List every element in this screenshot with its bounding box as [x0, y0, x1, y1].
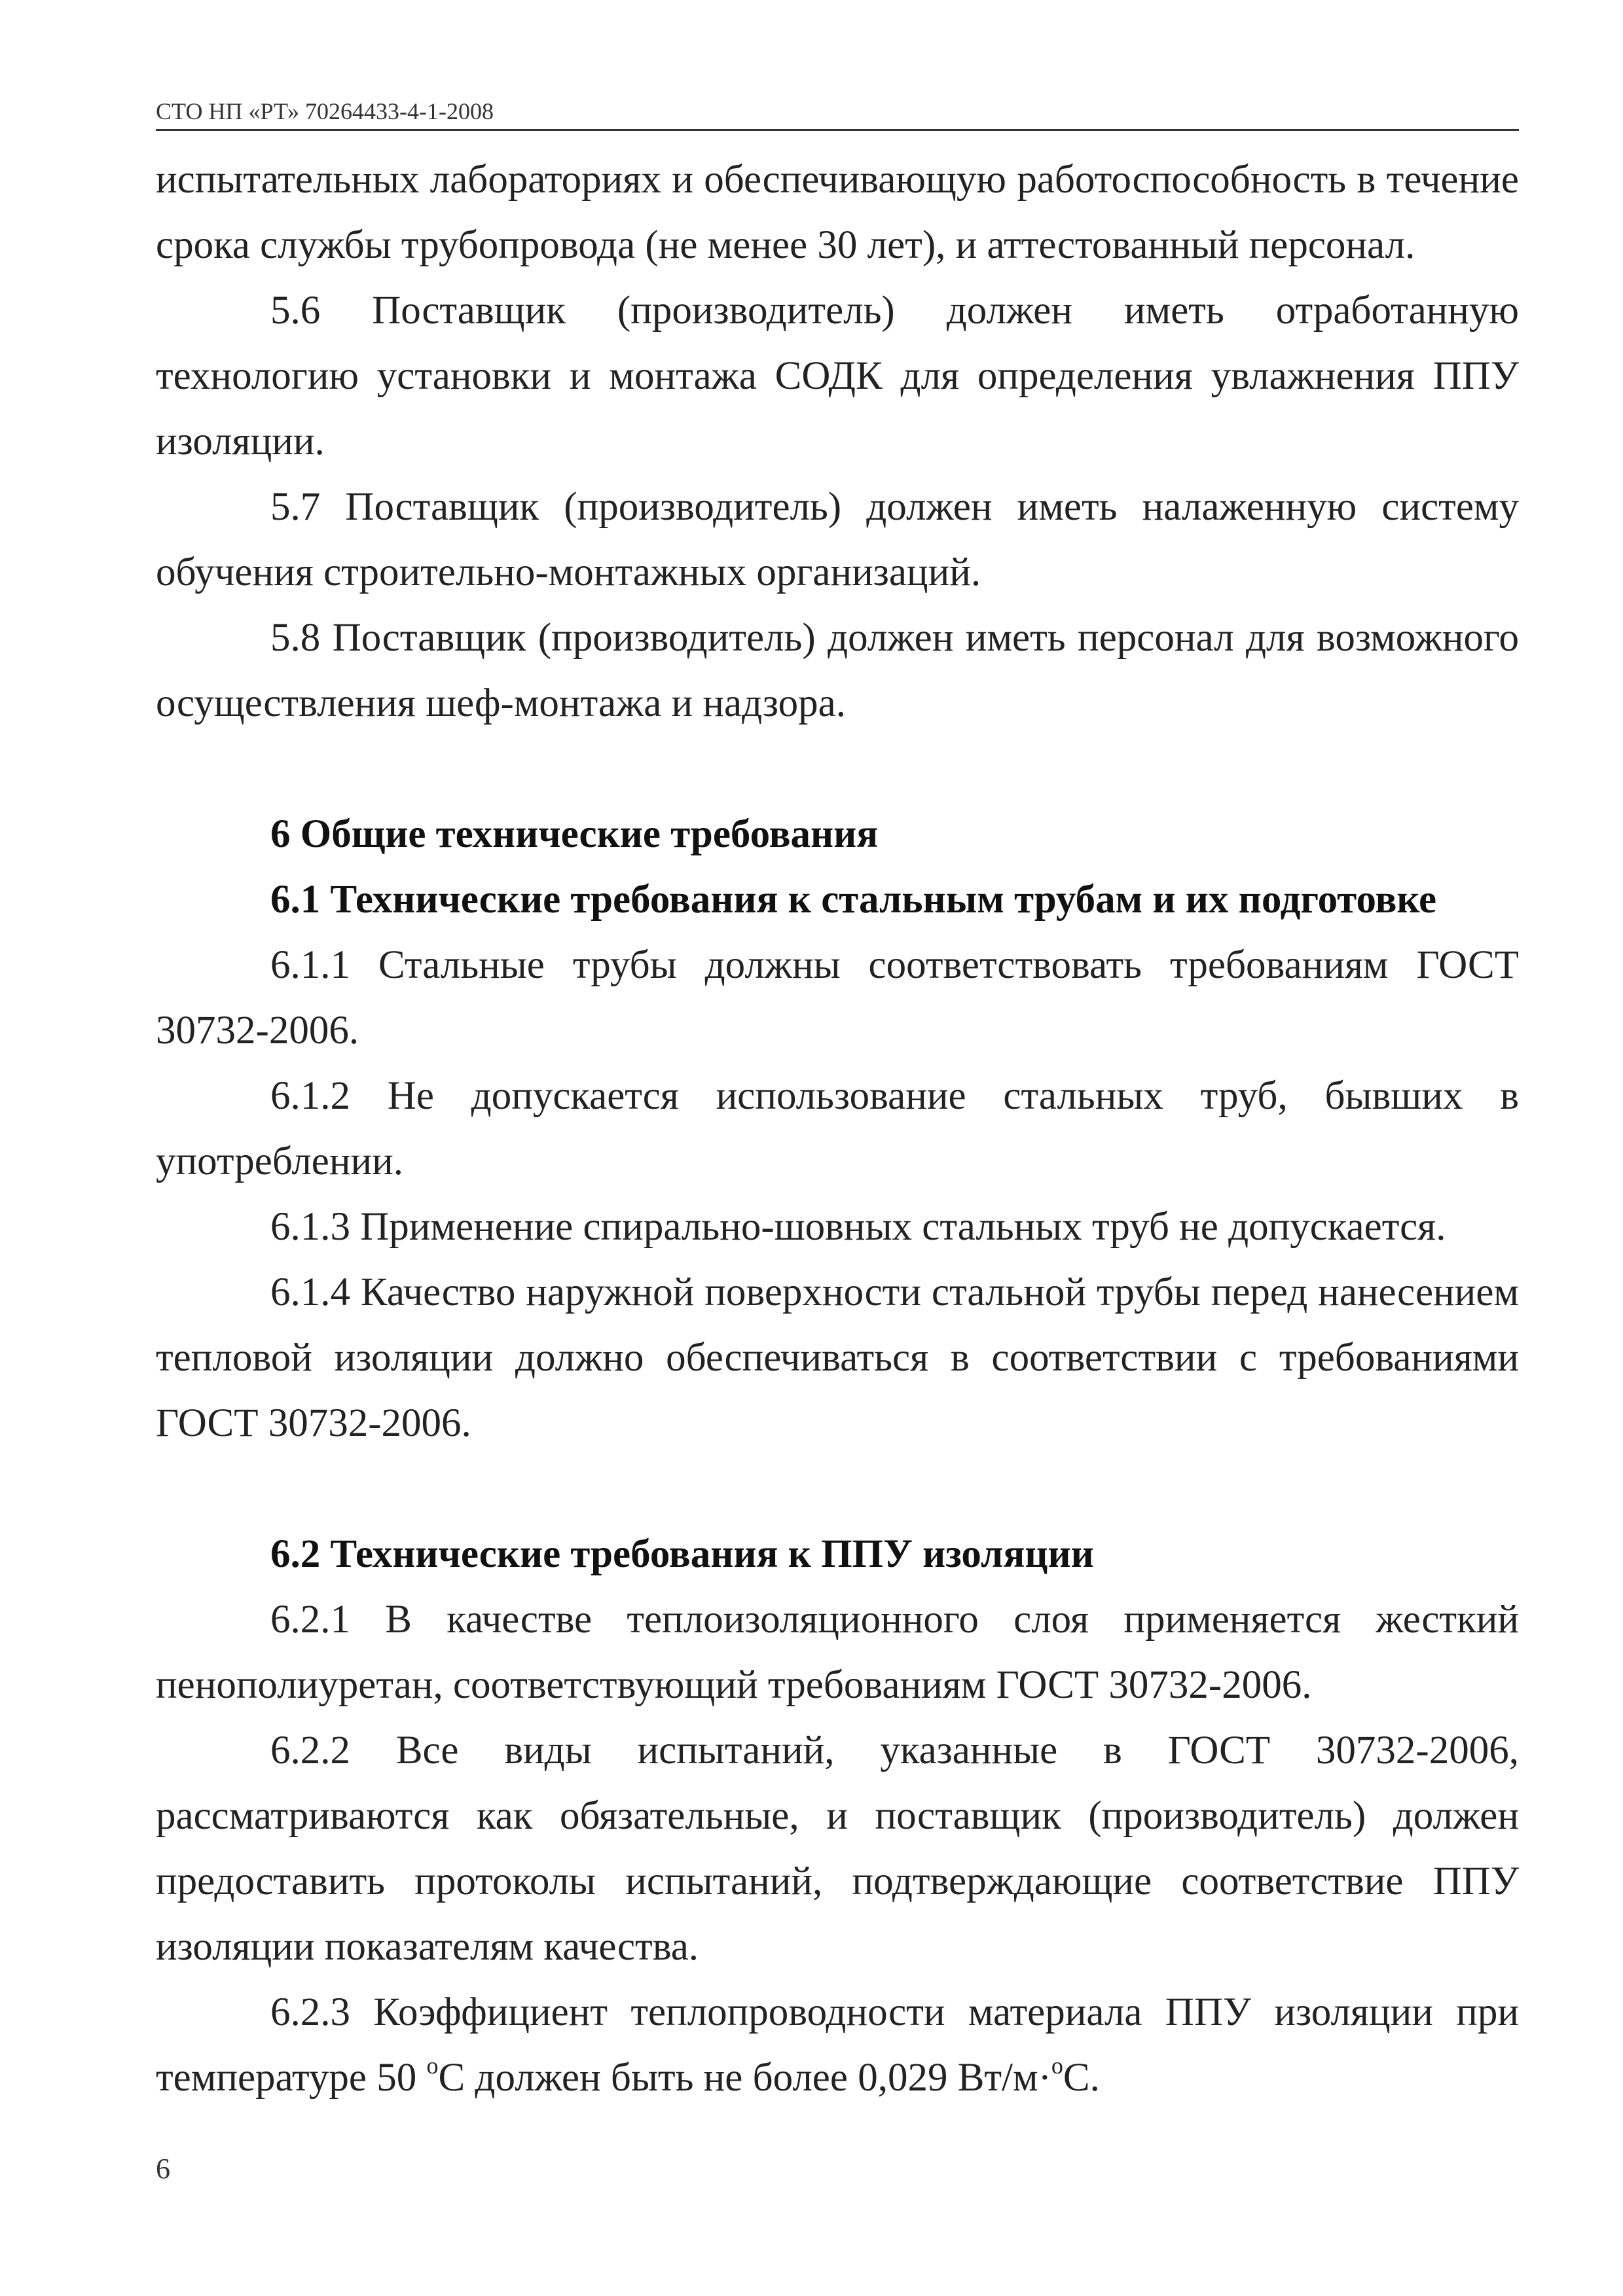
section-spacer	[156, 736, 1519, 802]
subsection-heading-6-1: 6.1 Технические требования к стальным трубам и их подготовке	[270, 878, 1437, 922]
document-code: СТО НП «РТ» 70264433-4-1-2008	[156, 98, 494, 124]
document-body	[156, 147, 1519, 2111]
paragraph-5-7: 5.7 Поставщик (производитель) должен иметь налаженную систему обучения строительно-монтажных организаций.	[156, 485, 1519, 594]
paragraph-6-2-3	[156, 1980, 1519, 2111]
section-heading-6: 6 Общие технические требования	[270, 812, 879, 856]
paragraph-6-1-4: 6.1.4 Качество наружной поверхности стальной трубы перед нанесением тепловой изоляции должно обеспечиваться в соответствии с требованиями ГОСТ 30732-2006.	[156, 1270, 1519, 1445]
page-header	[156, 97, 1519, 131]
paragraph-5-6: 5.6 Поставщик (производитель) должен иметь отработанную технологию установки и монтажа СОДК для определения увлажнения ППУ изоляции.	[156, 289, 1519, 463]
paragraph-6-1-1: 6.1.1 Стальные трубы должны соответствовать требованиям ГОСТ 30732-2006.	[156, 943, 1519, 1052]
degree-superscript: о	[426, 2053, 439, 2079]
paragraph-6-2-3-text-a: 6.2.3 Коэффициент теплопроводности материала ППУ изоляции при температуре 50	[156, 1990, 1519, 2100]
subsection-heading-6-2: 6.2 Технические требования к ППУ изоляции	[270, 1532, 1094, 1576]
paragraph-6-1-3: 6.1.3 Применение спирально-шовных стальных труб не допускается.	[270, 1205, 1446, 1249]
page-number: 6	[156, 2153, 170, 2185]
paragraph-6-2-2: 6.2.2 Все виды испытаний, указанные в ГОСТ 30732-2006, рассматриваются как обязательные, и поставщик (производитель) должен предоставить протоколы испытаний, подтверждающие соответствие ППУ изоляции показателям качества.	[156, 1729, 1519, 1969]
paragraph-6-2-1: 6.2.1 В качестве теплоизоляционного слоя применяется жесткий пенополиуретан, соответствующий требованиям ГОСТ 30732-2006.	[156, 1598, 1519, 1707]
paragraph-6-1-2: 6.1.2 Не допускается использование стальных труб, бывших в употреблении.	[156, 1074, 1519, 1183]
section-spacer	[156, 1456, 1519, 1522]
paragraph-5-8: 5.8 Поставщик (производитель) должен иметь персонал для возможного осуществления шеф-монтажа и надзора.	[156, 616, 1519, 725]
paragraph-6-2-3-text-b: С должен быть не более 0,029 Вт/м·	[438, 2056, 1051, 2100]
paragraph-continuation: испытательных лабораториях и обеспечивающую работоспособность в течение срока службы трубопровода (не менее 30 лет), и аттестованный персонал.	[156, 158, 1519, 267]
paragraph-6-2-3-text-c: С.	[1063, 2056, 1100, 2100]
degree-superscript: о	[1051, 2053, 1063, 2079]
